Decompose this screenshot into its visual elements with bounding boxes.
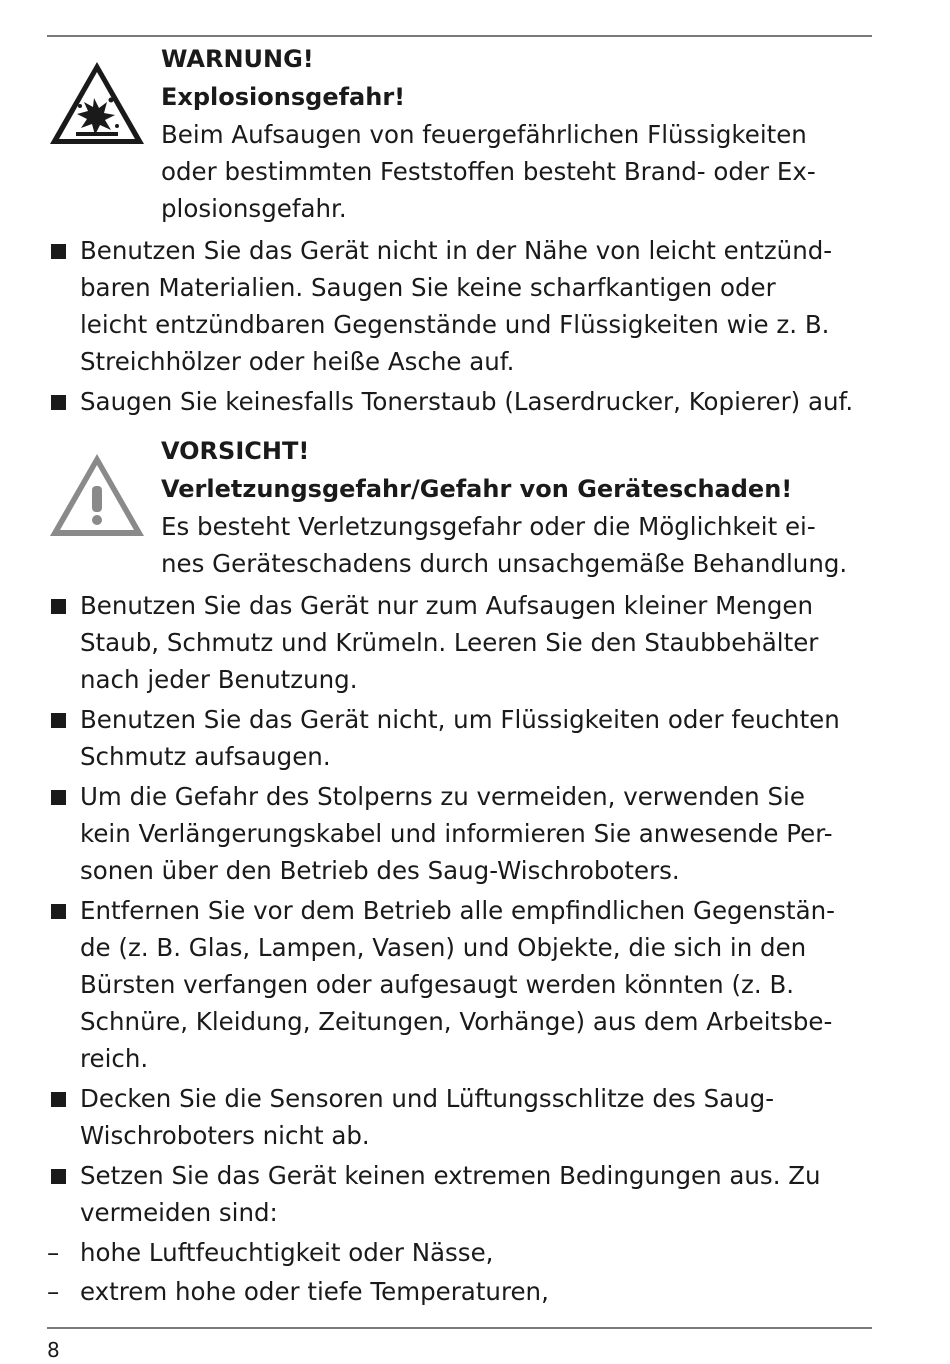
page-number: 8 (47, 1338, 60, 1362)
list-item-line: leicht entzündbaren Gegenstände und Flüssigkeiten wie z. B. (80, 310, 830, 339)
bullet-square-icon (51, 790, 66, 805)
list-item (47, 1080, 872, 1154)
warning-title: WARNUNG! (161, 45, 314, 73)
list-item (47, 778, 872, 889)
sub-list-item-text: extrem hohe oder tiefe Temperaturen, (80, 1277, 549, 1306)
list-item-line: Benutzen Sie das Gerät nicht in der Nähe von leicht entzünd- (80, 236, 833, 265)
dash-marker: – (47, 1238, 60, 1267)
bullet-square-icon (51, 1092, 66, 1107)
list-item (47, 587, 872, 698)
list-item-line: Decken Sie die Sensoren und Lüftungsschlitze des Saug- (80, 1084, 775, 1113)
list-item-line: reich. (80, 1044, 149, 1073)
dash-marker: – (47, 1277, 60, 1306)
list-item-line: kein Verlängerungskabel und informieren Sie anwesende Per- (80, 819, 833, 848)
sub-list-item (47, 1273, 872, 1310)
bullet-square-icon (51, 395, 66, 410)
list-item (47, 232, 872, 380)
list-item-line: Streichhölzer oder heiße Asche auf. (80, 347, 515, 376)
list-item-line: Schmutz aufsaugen. (80, 742, 331, 771)
bullet-square-icon (51, 713, 66, 728)
warning-description-line: Beim Aufsaugen von feuergefährlichen Flüssigkeiten (161, 120, 807, 149)
list-item-line: Wischroboters nicht ab. (80, 1121, 370, 1150)
bullet-square-icon (51, 1169, 66, 1184)
sub-list-item-text: hohe Luftfeuchtigkeit oder Nässe, (80, 1238, 494, 1267)
warning-description-line: plosionsgefahr. (161, 194, 347, 223)
list-item-line: baren Materialien. Saugen Sie keine scharfkantigen oder (80, 273, 776, 302)
list-item-line: Schnüre, Kleidung, Zeitungen, Vorhänge) aus dem Arbeitsbe- (80, 1007, 833, 1036)
list-item-line: sonen über den Betrieb des Saug-Wischroboters. (80, 856, 680, 885)
list-item-line: Saugen Sie keinesfalls Tonerstaub (Laserdrucker, Kopierer) auf. (80, 387, 854, 416)
bullet-square-icon (51, 904, 66, 919)
warning-subtitle: Explosionsgefahr! (161, 83, 406, 111)
warning-description (161, 116, 872, 227)
bullet-square-icon (51, 244, 66, 259)
list-item-line: vermeiden sind: (80, 1198, 278, 1227)
list-item (47, 701, 872, 775)
warning-bullet-list (47, 232, 872, 423)
bottom-rule (47, 1327, 872, 1329)
caution-bullet-list (47, 587, 872, 1313)
caution-description-line: nes Geräteschadens durch unsachgemäße Behandlung. (161, 549, 848, 578)
caution-title: VORSICHT! (161, 437, 310, 465)
sub-list-item (47, 1234, 872, 1271)
list-item-line: nach jeder Benutzung. (80, 665, 358, 694)
list-item-line: Setzen Sie das Gerät keinen extremen Bedingungen aus. Zu (80, 1161, 821, 1190)
list-item-line: Bürsten verfangen oder aufgesaugt werden könnten (z. B. (80, 970, 795, 999)
warning-description-line: oder bestimmten Feststoffen besteht Brand- oder Ex- (161, 157, 816, 186)
list-item (47, 892, 872, 1077)
list-item-line: Um die Gefahr des Stolperns zu vermeiden, verwenden Sie (80, 782, 805, 811)
caution-description-line: Es besteht Verletzungsgefahr oder die Möglichkeit ei- (161, 512, 816, 541)
list-item-line: Staub, Schmutz und Krümeln. Leeren Sie den Staubbehälter (80, 628, 819, 657)
bullet-square-icon (51, 599, 66, 614)
caution-subtitle: Verletzungsgefahr/Gefahr von Geräteschaden! (161, 475, 793, 503)
caution-description (161, 508, 872, 582)
list-item (47, 383, 872, 420)
top-rule (47, 35, 872, 37)
sub-list (47, 1234, 872, 1310)
list-item (47, 1157, 872, 1310)
caution-exclamation-icon (47, 450, 147, 540)
explosion-warning-icon (47, 58, 147, 148)
list-item-line: Entfernen Sie vor dem Betrieb alle empfindlichen Gegenstän- (80, 896, 835, 925)
list-item-line: Benutzen Sie das Gerät nur zum Aufsaugen kleiner Mengen (80, 591, 814, 620)
list-item-line: Benutzen Sie das Gerät nicht, um Flüssigkeiten oder feuchten (80, 705, 840, 734)
list-item-line: de (z. B. Glas, Lampen, Vasen) und Objekte, die sich in den (80, 933, 807, 962)
